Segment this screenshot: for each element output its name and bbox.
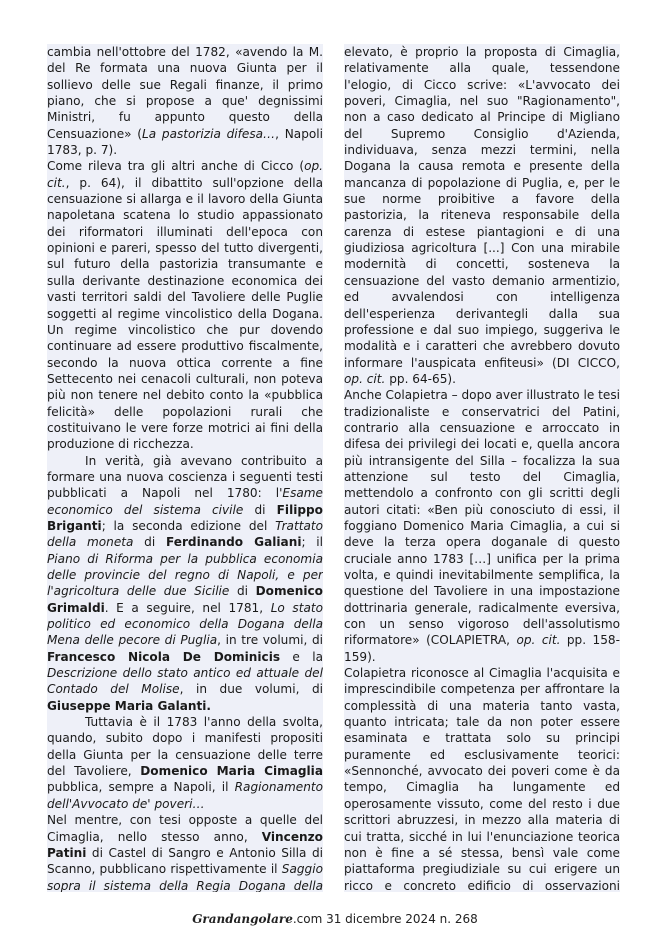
text-run: pubblica, sempre a Napoli, il	[47, 780, 235, 795]
text-run: ; il	[301, 535, 323, 550]
bold-text: Domenico Maria Cimaglia	[140, 764, 323, 779]
paragraph	[47, 812, 323, 892]
text-run: elevato, è proprio la proposta di Cimaglia, relativamente alla quale, tessendone l'elogio, di Cicco scrive: «L'avvocato dei poveri, Cimaglia, nel suo "Ragionamento", non a caso dedicato al Principe di Migliano del Supremo Consiglio d'Azienda, individuava, senza mezzi termini, nella Dogana la causa remota e presente della mancanza di popolazione di Puglia, e, per le sue norme proibitive a favore della pastorizia, la riteneva responsabile della carenza di estese piantagioni e di una giudiziosa agricoltura [...] Con una mirabile modernità di concetti, sosteneva la censuazione del vasto demanio armentizio, ed avvalendosi con intelligenza dell'esperienza derivantegli dalla sua professione e dal suo impiego, suggeriva le modalità e i caratteri che avrebbero dovuto informare l'auspicata enfiteusi» (DI CICCO,	[344, 45, 620, 370]
paragraph	[47, 714, 323, 812]
italic-text: Trattato della moneta	[47, 518, 323, 550]
text-run: cambia nell'ottobre del 1782, «avendo la M. del Re formata una nuova Giunta per il sollievo delle sue Regali finanze, il primo piano, che si propose a que' degnissimi Ministri, fu appunto questo della Censuazione» (	[47, 45, 323, 141]
bold-text: Francesco Nicola De Dominicis	[47, 649, 281, 664]
italic-text: Ragionamento dell'Avvocato de' poveri…	[47, 780, 323, 811]
text-run: e la	[280, 649, 323, 664]
text-run: , in due volumi, di	[179, 682, 323, 697]
bold-text: Vincenzo Patini	[47, 829, 323, 860]
page-footer	[0, 912, 670, 926]
text-run: pp. 64-65).	[385, 371, 456, 386]
paragraph	[47, 158, 323, 452]
text-run: In verità, già avevano contribuito a formare una nuova coscienza i seguenti testi pubblicati a Napoli nel 1780: l'	[47, 453, 323, 501]
paragraph	[344, 665, 620, 892]
text-run: Colapietra riconosce al Cimaglia l'acquisita e imprescindibile competenza per affrontare la complessità di una materia tanto vasta, quanto intricata; tale da non poter essere esaminata e trattata solo su principi puramente ed esclusivamente teorici: «Sennonché, avvocato dei poveri come è da tempo, Cimaglia ha lungamente ed operosamente vissuto, come del resto i due scrittori abruzzesi, in mezzo alla materia di cui tratta, sicché in lui l'enunciazione teorica non è fine a sé stessa, bensì vale come piattaforma pregiudiziale su cui erigere un ricco e concreto edificio di osservazioni	[344, 666, 620, 892]
italic-text: Descrizione dello stato antico ed attuale del Contado del Molise	[47, 666, 323, 697]
text-run: Anche Colapietra – dopo aver illustrato le tesi tradizionaliste e conservatrici del Patini, contrario alla censuazione e arroccato in difesa dei privilegi dei locati e, quella ancora più intransigente del Silla – focalizza la sua attenzione sul testo del Cimaglia, mettendolo a confronto con gli scritti degli autori citati: «Ben più conosciuto di essi, il foggiano Domenico Maria Cimaglia, a cui si deve la terza opera doganale di questo cruciale anno 1783 […] unifica per la prima volta, e quindi inevitabilmente semplifica, la questione del Tavoliere in una impostazione dottrinaria generale, radicalmente eversiva, con un senso vigoroso dell'assolutismo riformatore» (COLAPIETRA,	[344, 388, 620, 648]
paragraph	[47, 44, 323, 158]
text-run: di	[243, 502, 277, 517]
footer-brand: Grandangolare	[192, 912, 293, 926]
text-run: di Castel di Sangro e Antonio Silla di Scanno, pubblicano rispettivamente il	[47, 845, 323, 877]
italic-text: Saggio sopra il sistema della Regia Dogana della	[47, 862, 323, 892]
bold-text: Domenico Grimaldi	[47, 584, 323, 615]
italic-text: Esame economico del sistema civile	[47, 486, 323, 517]
paragraph	[47, 453, 323, 715]
left-column	[47, 44, 323, 892]
footer-date-issue: .com 31 dicembre 2024 n. 268	[292, 912, 478, 926]
right-column	[344, 44, 620, 892]
paragraph	[344, 387, 620, 665]
text-run: Tuttavia è il 1783 l'anno della svolta, quando, subito dopo i manifesti propositi della Giunta per la censuazione delle terre del Tavoliere,	[47, 715, 323, 779]
text-run: , p. 64), il dibattito sull'opzione della censuazione si allarga e il lavoro della Giunta napoletana scatena lo studio appassionato dei riformatori illuminati dell'epoca con opinioni e pareri, spesso del tutto divergenti, sul futuro della pastorizia transumante e sulla derivante destinazione economica dei vasti territori saldi del Tavoliere delle Puglie soggetti al regime vincolistico della Dogana. Un regime vincolistico che pur dovendo continuare ad essere produttivo fiscalmente, secondo la nuova ottica corrente a fine Settecento nei cenacoli culturali, non poteva più non tenere nel debito conto la «pubblica felicità» delle popolazioni rurali che costituivano le vere forze motrici ai fini della produzione di ricchezza.	[47, 175, 323, 452]
text-run: di	[229, 584, 256, 599]
italic-text: op. cit.	[516, 633, 561, 648]
text-run: , Napoli 1783, p. 7).	[47, 126, 323, 158]
italic-text: Lo stato politico ed economico della Dogana della Mena delle pecore di Puglia	[47, 600, 323, 648]
text-run: Nel mentre, con tesi opposte a quelle del Cimaglia, nello stesso anno,	[47, 813, 323, 844]
italic-text: op. cit.	[47, 159, 323, 190]
text-run: . E a seguire, nel 1781,	[104, 600, 271, 615]
bold-text: Ferdinando Galiani	[165, 535, 302, 550]
text-run: , in tre volumi, di	[217, 633, 323, 648]
text-run: di	[133, 535, 166, 550]
paragraph	[344, 44, 620, 387]
bold-text: Filippo Briganti	[47, 502, 323, 533]
text-run: Come rileva tra gli altri anche di Cicco (	[47, 159, 305, 174]
text-run: pp. 158-159).	[344, 633, 620, 664]
text-run: ; la seconda edizione del	[101, 518, 276, 533]
bold-text: Giuseppe Maria Galanti.	[47, 698, 212, 713]
italic-text: op. cit.	[344, 371, 386, 386]
italic-text: La pastorizia difesa…	[142, 126, 276, 141]
italic-text: Piano di Riforma per la pubblica economia delle provincie del regno di Napoli, e per l'agricoltura delle due Sicilie	[47, 551, 323, 599]
